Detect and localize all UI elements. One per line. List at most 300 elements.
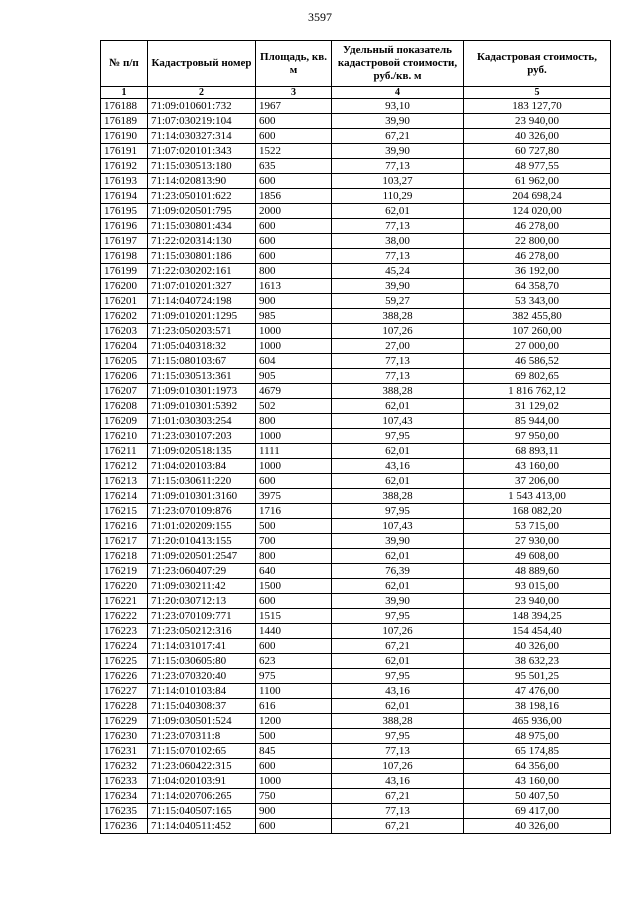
cadastral-number-cell: 71:23:070109:771 bbox=[148, 609, 256, 624]
area-cell: 600 bbox=[256, 174, 332, 189]
specific-value-cell: 77,13 bbox=[332, 219, 464, 234]
cadastral-number-cell: 71:14:030327:314 bbox=[148, 129, 256, 144]
table-row bbox=[101, 609, 611, 624]
row-number-cell: 176221 bbox=[101, 594, 148, 609]
column-number: 1 bbox=[101, 87, 148, 99]
cadastral-value-table bbox=[100, 40, 611, 834]
cadastral-value-cell: 60 727,80 bbox=[464, 144, 611, 159]
cadastral-number-cell: 71:15:030513:180 bbox=[148, 159, 256, 174]
cadastral-number-cell: 71:14:010103:84 bbox=[148, 684, 256, 699]
table-row bbox=[101, 114, 611, 129]
table-row bbox=[101, 384, 611, 399]
cadastral-value-cell: 183 127,70 bbox=[464, 99, 611, 114]
cadastral-value-cell: 27 930,00 bbox=[464, 534, 611, 549]
specific-value-cell: 97,95 bbox=[332, 729, 464, 744]
cadastral-number-cell: 71:20:010413:155 bbox=[148, 534, 256, 549]
cadastral-value-cell: 465 936,00 bbox=[464, 714, 611, 729]
area-cell: 616 bbox=[256, 699, 332, 714]
cadastral-value-cell: 27 000,00 bbox=[464, 339, 611, 354]
cadastral-value-cell: 40 326,00 bbox=[464, 819, 611, 834]
column-number: 3 bbox=[256, 87, 332, 99]
row-number-cell: 176219 bbox=[101, 564, 148, 579]
cadastral-value-cell: 23 940,00 bbox=[464, 114, 611, 129]
table-row bbox=[101, 504, 611, 519]
table-row bbox=[101, 144, 611, 159]
cadastral-value-cell: 40 326,00 bbox=[464, 129, 611, 144]
cadastral-number-cell: 71:09:010301:1973 bbox=[148, 384, 256, 399]
row-number-cell: 176227 bbox=[101, 684, 148, 699]
cadastral-value-cell: 68 893,11 bbox=[464, 444, 611, 459]
area-cell: 3975 bbox=[256, 489, 332, 504]
header-specific-value: Удельный показатель кадастровой стоимости, руб./кв. м bbox=[332, 41, 464, 87]
area-cell: 600 bbox=[256, 759, 332, 774]
specific-value-cell: 107,43 bbox=[332, 519, 464, 534]
cadastral-value-cell: 46 278,00 bbox=[464, 219, 611, 234]
column-number: 4 bbox=[332, 87, 464, 99]
area-cell: 1000 bbox=[256, 459, 332, 474]
specific-value-cell: 39,90 bbox=[332, 114, 464, 129]
cadastral-number-cell: 71:09:020501:2547 bbox=[148, 549, 256, 564]
cadastral-value-cell: 124 020,00 bbox=[464, 204, 611, 219]
row-number-cell: 176231 bbox=[101, 744, 148, 759]
row-number-cell: 176210 bbox=[101, 429, 148, 444]
cadastral-value-cell: 69 417,00 bbox=[464, 804, 611, 819]
table-row bbox=[101, 684, 611, 699]
cadastral-value-cell: 46 278,00 bbox=[464, 249, 611, 264]
specific-value-cell: 388,28 bbox=[332, 489, 464, 504]
cadastral-number-cell: 71:15:030611:220 bbox=[148, 474, 256, 489]
table-row bbox=[101, 444, 611, 459]
specific-value-cell: 59,27 bbox=[332, 294, 464, 309]
table-row bbox=[101, 804, 611, 819]
specific-value-cell: 107,26 bbox=[332, 624, 464, 639]
cadastral-value-cell: 46 586,52 bbox=[464, 354, 611, 369]
cadastral-value-cell: 53 715,00 bbox=[464, 519, 611, 534]
row-number-cell: 176213 bbox=[101, 474, 148, 489]
specific-value-cell: 38,00 bbox=[332, 234, 464, 249]
table-row bbox=[101, 489, 611, 504]
row-number-cell: 176223 bbox=[101, 624, 148, 639]
row-number-cell: 176230 bbox=[101, 729, 148, 744]
cadastral-number-cell: 71:23:050212:316 bbox=[148, 624, 256, 639]
area-cell: 1613 bbox=[256, 279, 332, 294]
row-number-cell: 176194 bbox=[101, 189, 148, 204]
cadastral-value-cell: 154 454,40 bbox=[464, 624, 611, 639]
row-number-cell: 176224 bbox=[101, 639, 148, 654]
cadastral-value-cell: 48 889,60 bbox=[464, 564, 611, 579]
cadastral-value-cell: 43 160,00 bbox=[464, 774, 611, 789]
table-row bbox=[101, 474, 611, 489]
specific-value-cell: 97,95 bbox=[332, 504, 464, 519]
area-cell: 1522 bbox=[256, 144, 332, 159]
specific-value-cell: 39,90 bbox=[332, 144, 464, 159]
row-number-cell: 176201 bbox=[101, 294, 148, 309]
area-cell: 1000 bbox=[256, 774, 332, 789]
cadastral-number-cell: 71:23:050101:622 bbox=[148, 189, 256, 204]
area-cell: 600 bbox=[256, 129, 332, 144]
specific-value-cell: 107,26 bbox=[332, 759, 464, 774]
area-cell: 635 bbox=[256, 159, 332, 174]
row-number-cell: 176216 bbox=[101, 519, 148, 534]
cadastral-value-cell: 40 326,00 bbox=[464, 639, 611, 654]
cadastral-value-cell: 168 082,20 bbox=[464, 504, 611, 519]
cadastral-number-cell: 71:07:030219:104 bbox=[148, 114, 256, 129]
area-cell: 2000 bbox=[256, 204, 332, 219]
cadastral-number-cell: 71:15:070102:65 bbox=[148, 744, 256, 759]
row-number-cell: 176225 bbox=[101, 654, 148, 669]
row-number-cell: 176206 bbox=[101, 369, 148, 384]
area-cell: 4679 bbox=[256, 384, 332, 399]
cadastral-number-cell: 71:20:030712:13 bbox=[148, 594, 256, 609]
area-cell: 1100 bbox=[256, 684, 332, 699]
row-number-cell: 176202 bbox=[101, 309, 148, 324]
row-number-cell: 176199 bbox=[101, 264, 148, 279]
area-cell: 640 bbox=[256, 564, 332, 579]
specific-value-cell: 62,01 bbox=[332, 444, 464, 459]
row-number-cell: 176205 bbox=[101, 354, 148, 369]
specific-value-cell: 39,90 bbox=[332, 534, 464, 549]
row-number-cell: 176220 bbox=[101, 579, 148, 594]
area-cell: 975 bbox=[256, 669, 332, 684]
cadastral-value-cell: 36 192,00 bbox=[464, 264, 611, 279]
cadastral-value-cell: 204 698,24 bbox=[464, 189, 611, 204]
table-row bbox=[101, 459, 611, 474]
row-number-cell: 176214 bbox=[101, 489, 148, 504]
table-row bbox=[101, 774, 611, 789]
cadastral-value-cell: 65 174,85 bbox=[464, 744, 611, 759]
table-row bbox=[101, 729, 611, 744]
table-row bbox=[101, 369, 611, 384]
specific-value-cell: 67,21 bbox=[332, 789, 464, 804]
table-row bbox=[101, 759, 611, 774]
row-number-cell: 176226 bbox=[101, 669, 148, 684]
cadastral-number-cell: 71:15:080103:67 bbox=[148, 354, 256, 369]
table-row bbox=[101, 744, 611, 759]
specific-value-cell: 76,39 bbox=[332, 564, 464, 579]
table-row bbox=[101, 219, 611, 234]
area-cell: 1111 bbox=[256, 444, 332, 459]
table-row bbox=[101, 534, 611, 549]
cadastral-value-cell: 69 802,65 bbox=[464, 369, 611, 384]
column-number: 2 bbox=[148, 87, 256, 99]
area-cell: 1440 bbox=[256, 624, 332, 639]
table-row bbox=[101, 564, 611, 579]
row-number-cell: 176198 bbox=[101, 249, 148, 264]
cadastral-number-cell: 71:22:020314:130 bbox=[148, 234, 256, 249]
row-number-cell: 176189 bbox=[101, 114, 148, 129]
cadastral-value-cell: 23 940,00 bbox=[464, 594, 611, 609]
specific-value-cell: 43,16 bbox=[332, 459, 464, 474]
specific-value-cell: 77,13 bbox=[332, 249, 464, 264]
cadastral-number-cell: 71:14:040724:198 bbox=[148, 294, 256, 309]
area-cell: 1200 bbox=[256, 714, 332, 729]
row-number-cell: 176235 bbox=[101, 804, 148, 819]
cadastral-number-cell: 71:22:030202:161 bbox=[148, 264, 256, 279]
cadastral-number-cell: 71:23:060422:315 bbox=[148, 759, 256, 774]
cadastral-value-cell: 48 975,00 bbox=[464, 729, 611, 744]
specific-value-cell: 77,13 bbox=[332, 159, 464, 174]
area-cell: 1967 bbox=[256, 99, 332, 114]
specific-value-cell: 93,10 bbox=[332, 99, 464, 114]
specific-value-cell: 67,21 bbox=[332, 129, 464, 144]
specific-value-cell: 62,01 bbox=[332, 699, 464, 714]
table-row bbox=[101, 159, 611, 174]
table-row bbox=[101, 324, 611, 339]
header-area: Площадь, кв. м bbox=[256, 41, 332, 87]
specific-value-cell: 39,90 bbox=[332, 594, 464, 609]
row-number-cell: 176190 bbox=[101, 129, 148, 144]
table-row bbox=[101, 279, 611, 294]
area-cell: 600 bbox=[256, 114, 332, 129]
cadastral-number-cell: 71:15:040308:37 bbox=[148, 699, 256, 714]
row-number-cell: 176209 bbox=[101, 414, 148, 429]
cadastral-value-cell: 64 356,00 bbox=[464, 759, 611, 774]
table-row bbox=[101, 714, 611, 729]
specific-value-cell: 388,28 bbox=[332, 384, 464, 399]
row-number-cell: 176229 bbox=[101, 714, 148, 729]
cadastral-number-cell: 71:04:020103:84 bbox=[148, 459, 256, 474]
specific-value-cell: 67,21 bbox=[332, 819, 464, 834]
row-number-cell: 176203 bbox=[101, 324, 148, 339]
specific-value-cell: 62,01 bbox=[332, 474, 464, 489]
specific-value-cell: 77,13 bbox=[332, 744, 464, 759]
specific-value-cell: 62,01 bbox=[332, 579, 464, 594]
column-number-row bbox=[101, 87, 611, 99]
cadastral-value-cell: 31 129,02 bbox=[464, 399, 611, 414]
area-cell: 700 bbox=[256, 534, 332, 549]
cadastral-number-cell: 71:23:050203:571 bbox=[148, 324, 256, 339]
row-number-cell: 176200 bbox=[101, 279, 148, 294]
row-number-cell: 176218 bbox=[101, 549, 148, 564]
cadastral-number-cell: 71:09:020501:795 bbox=[148, 204, 256, 219]
table-row bbox=[101, 519, 611, 534]
row-number-cell: 176204 bbox=[101, 339, 148, 354]
row-number-cell: 176211 bbox=[101, 444, 148, 459]
specific-value-cell: 62,01 bbox=[332, 654, 464, 669]
table-row bbox=[101, 99, 611, 114]
cadastral-number-cell: 71:09:010601:732 bbox=[148, 99, 256, 114]
cadastral-value-cell: 43 160,00 bbox=[464, 459, 611, 474]
specific-value-cell: 103,27 bbox=[332, 174, 464, 189]
cadastral-value-cell: 107 260,00 bbox=[464, 324, 611, 339]
cadastral-value-cell: 47 476,00 bbox=[464, 684, 611, 699]
row-number-cell: 176233 bbox=[101, 774, 148, 789]
row-number-cell: 176234 bbox=[101, 789, 148, 804]
table-row bbox=[101, 579, 611, 594]
row-number-cell: 176208 bbox=[101, 399, 148, 414]
table-row bbox=[101, 819, 611, 834]
cadastral-number-cell: 71:14:031017:41 bbox=[148, 639, 256, 654]
area-cell: 500 bbox=[256, 519, 332, 534]
page-number: 3597 bbox=[308, 10, 332, 24]
cadastral-number-cell: 71:23:070320:40 bbox=[148, 669, 256, 684]
row-number-cell: 176192 bbox=[101, 159, 148, 174]
cadastral-value-cell: 1 543 413,00 bbox=[464, 489, 611, 504]
area-cell: 1000 bbox=[256, 339, 332, 354]
row-number-cell: 176188 bbox=[101, 99, 148, 114]
area-cell: 600 bbox=[256, 219, 332, 234]
row-number-cell: 176193 bbox=[101, 174, 148, 189]
cadastral-value-cell: 37 206,00 bbox=[464, 474, 611, 489]
cadastral-value-cell: 53 343,00 bbox=[464, 294, 611, 309]
cadastral-value-cell: 61 962,00 bbox=[464, 174, 611, 189]
specific-value-cell: 43,16 bbox=[332, 774, 464, 789]
cadastral-number-cell: 71:01:020209:155 bbox=[148, 519, 256, 534]
specific-value-cell: 27,00 bbox=[332, 339, 464, 354]
cadastral-number-cell: 71:09:010201:1295 bbox=[148, 309, 256, 324]
specific-value-cell: 62,01 bbox=[332, 399, 464, 414]
row-number-cell: 176196 bbox=[101, 219, 148, 234]
cadastral-number-cell: 71:15:030513:361 bbox=[148, 369, 256, 384]
cadastral-number-cell: 71:15:030801:186 bbox=[148, 249, 256, 264]
row-number-cell: 176222 bbox=[101, 609, 148, 624]
cadastral-number-cell: 71:09:030211:42 bbox=[148, 579, 256, 594]
table-row bbox=[101, 354, 611, 369]
area-cell: 623 bbox=[256, 654, 332, 669]
cadastral-value-cell: 50 407,50 bbox=[464, 789, 611, 804]
specific-value-cell: 97,95 bbox=[332, 609, 464, 624]
area-cell: 845 bbox=[256, 744, 332, 759]
specific-value-cell: 67,21 bbox=[332, 639, 464, 654]
table-row bbox=[101, 249, 611, 264]
cadastral-value-cell: 382 455,80 bbox=[464, 309, 611, 324]
cadastral-value-cell: 48 977,55 bbox=[464, 159, 611, 174]
specific-value-cell: 388,28 bbox=[332, 714, 464, 729]
cadastral-value-cell: 148 394,25 bbox=[464, 609, 611, 624]
specific-value-cell: 77,13 bbox=[332, 369, 464, 384]
specific-value-cell: 39,90 bbox=[332, 279, 464, 294]
cadastral-number-cell: 71:15:030605:80 bbox=[148, 654, 256, 669]
row-number-cell: 176217 bbox=[101, 534, 148, 549]
specific-value-cell: 62,01 bbox=[332, 204, 464, 219]
cadastral-number-cell: 71:07:020101:343 bbox=[148, 144, 256, 159]
table-row bbox=[101, 234, 611, 249]
table-row bbox=[101, 624, 611, 639]
table-row bbox=[101, 654, 611, 669]
cadastral-value-cell: 38 632,23 bbox=[464, 654, 611, 669]
area-cell: 800 bbox=[256, 414, 332, 429]
specific-value-cell: 110,29 bbox=[332, 189, 464, 204]
table-row bbox=[101, 189, 611, 204]
cadastral-number-cell: 71:23:070109:876 bbox=[148, 504, 256, 519]
specific-value-cell: 388,28 bbox=[332, 309, 464, 324]
cadastral-number-cell: 71:23:030107:203 bbox=[148, 429, 256, 444]
cadastral-number-cell: 71:14:020706:265 bbox=[148, 789, 256, 804]
specific-value-cell: 97,95 bbox=[332, 669, 464, 684]
specific-value-cell: 107,43 bbox=[332, 414, 464, 429]
cadastral-value-cell: 1 816 762,12 bbox=[464, 384, 611, 399]
specific-value-cell: 62,01 bbox=[332, 549, 464, 564]
cadastral-number-cell: 71:04:020103:91 bbox=[148, 774, 256, 789]
area-cell: 900 bbox=[256, 294, 332, 309]
cadastral-number-cell: 71:09:010301:3160 bbox=[148, 489, 256, 504]
cadastral-number-cell: 71:01:030303:254 bbox=[148, 414, 256, 429]
specific-value-cell: 77,13 bbox=[332, 804, 464, 819]
row-number-cell: 176191 bbox=[101, 144, 148, 159]
area-cell: 800 bbox=[256, 549, 332, 564]
area-cell: 600 bbox=[256, 819, 332, 834]
area-cell: 600 bbox=[256, 249, 332, 264]
row-number-cell: 176228 bbox=[101, 699, 148, 714]
cadastral-number-cell: 71:14:020813:90 bbox=[148, 174, 256, 189]
area-cell: 500 bbox=[256, 729, 332, 744]
area-cell: 1515 bbox=[256, 609, 332, 624]
table-row bbox=[101, 129, 611, 144]
table-row bbox=[101, 699, 611, 714]
specific-value-cell: 43,16 bbox=[332, 684, 464, 699]
cadastral-number-cell: 71:09:020518:135 bbox=[148, 444, 256, 459]
header-cadastral-value: Кадастровая стоимость, руб. bbox=[464, 41, 611, 87]
cadastral-value-cell: 49 608,00 bbox=[464, 549, 611, 564]
specific-value-cell: 107,26 bbox=[332, 324, 464, 339]
specific-value-cell: 97,95 bbox=[332, 429, 464, 444]
table-row bbox=[101, 399, 611, 414]
table-row bbox=[101, 339, 611, 354]
row-number-cell: 176215 bbox=[101, 504, 148, 519]
cadastral-number-cell: 71:15:030801:434 bbox=[148, 219, 256, 234]
area-cell: 1000 bbox=[256, 324, 332, 339]
cadastral-value-cell: 38 198,16 bbox=[464, 699, 611, 714]
column-number: 5 bbox=[464, 87, 611, 99]
specific-value-cell: 77,13 bbox=[332, 354, 464, 369]
row-number-cell: 176232 bbox=[101, 759, 148, 774]
table-row bbox=[101, 174, 611, 189]
row-number-cell: 176195 bbox=[101, 204, 148, 219]
area-cell: 1000 bbox=[256, 429, 332, 444]
table-row bbox=[101, 264, 611, 279]
row-number-cell: 176236 bbox=[101, 819, 148, 834]
table-row bbox=[101, 204, 611, 219]
area-cell: 600 bbox=[256, 639, 332, 654]
table-row bbox=[101, 789, 611, 804]
header-cadastral-number: Кадастровый номер bbox=[148, 41, 256, 87]
area-cell: 750 bbox=[256, 789, 332, 804]
row-number-cell: 176207 bbox=[101, 384, 148, 399]
header-row-number: № п/п bbox=[101, 41, 148, 87]
area-cell: 600 bbox=[256, 594, 332, 609]
specific-value-cell: 45,24 bbox=[332, 264, 464, 279]
area-cell: 1500 bbox=[256, 579, 332, 594]
area-cell: 985 bbox=[256, 309, 332, 324]
row-number-cell: 176197 bbox=[101, 234, 148, 249]
table-row bbox=[101, 639, 611, 654]
area-cell: 1716 bbox=[256, 504, 332, 519]
area-cell: 600 bbox=[256, 474, 332, 489]
area-cell: 600 bbox=[256, 234, 332, 249]
cadastral-number-cell: 71:14:040511:452 bbox=[148, 819, 256, 834]
area-cell: 1856 bbox=[256, 189, 332, 204]
area-cell: 900 bbox=[256, 804, 332, 819]
cadastral-number-cell: 71:23:070311:8 bbox=[148, 729, 256, 744]
area-cell: 502 bbox=[256, 399, 332, 414]
cadastral-number-cell: 71:23:060407:29 bbox=[148, 564, 256, 579]
table-row bbox=[101, 309, 611, 324]
table-row bbox=[101, 414, 611, 429]
table-body bbox=[101, 99, 611, 834]
area-cell: 905 bbox=[256, 369, 332, 384]
cadastral-number-cell: 71:15:040507:165 bbox=[148, 804, 256, 819]
cadastral-value-cell: 64 358,70 bbox=[464, 279, 611, 294]
cadastral-value-cell: 22 800,00 bbox=[464, 234, 611, 249]
table-row bbox=[101, 549, 611, 564]
table-row bbox=[101, 594, 611, 609]
table-row bbox=[101, 669, 611, 684]
area-cell: 604 bbox=[256, 354, 332, 369]
cadastral-value-cell: 97 950,00 bbox=[464, 429, 611, 444]
row-number-cell: 176212 bbox=[101, 459, 148, 474]
cadastral-number-cell: 71:09:030501:524 bbox=[148, 714, 256, 729]
cadastral-value-cell: 85 944,00 bbox=[464, 414, 611, 429]
